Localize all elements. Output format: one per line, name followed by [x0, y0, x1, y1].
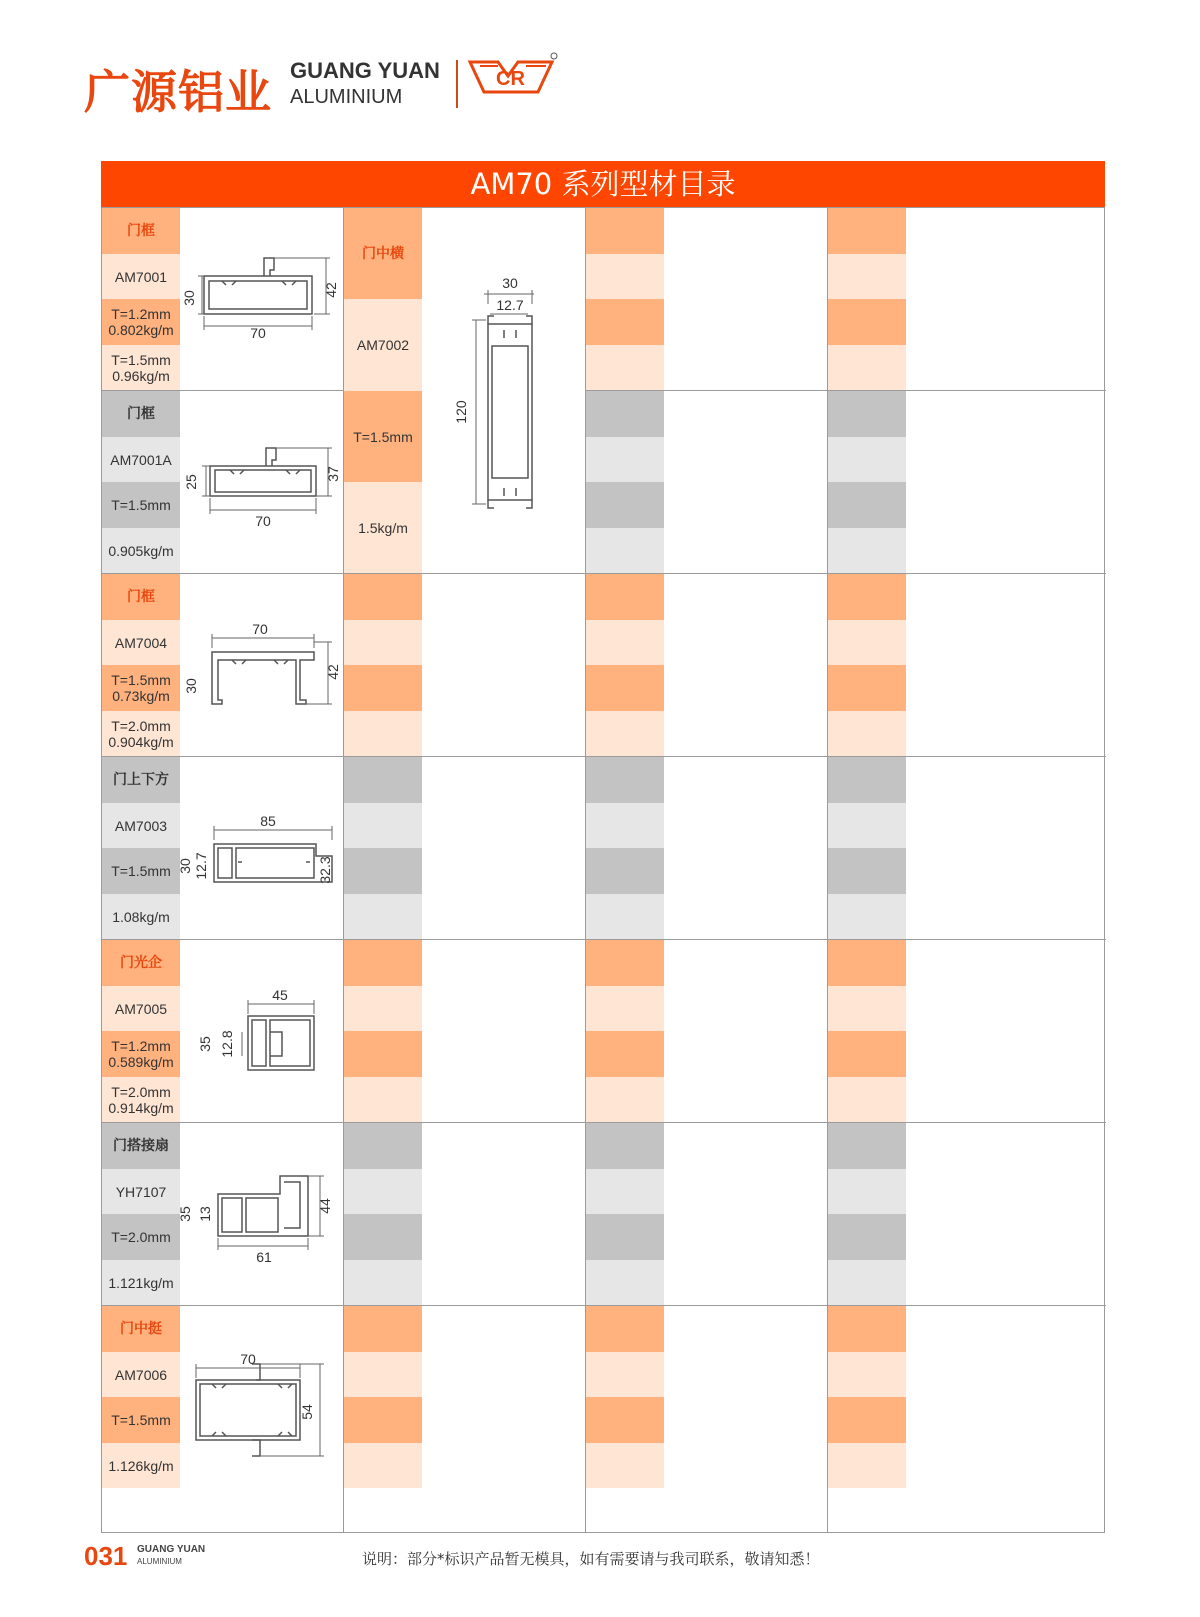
empty-cell — [344, 940, 422, 986]
empty-cell — [828, 345, 906, 390]
dim-left: 25 — [183, 474, 199, 490]
empty-cell — [586, 437, 664, 482]
profile-drawing-am7001a — [182, 432, 342, 532]
product-name: 门中横 — [344, 208, 422, 299]
product-code: AM7001A — [102, 437, 180, 482]
product-name: 门光企 — [102, 940, 180, 986]
empty-cell — [828, 711, 906, 756]
spec-weight: 0.802kg/m — [108, 322, 174, 338]
cr-logo-icon — [468, 52, 558, 102]
empty-cell — [586, 848, 664, 894]
empty-cell — [344, 1214, 422, 1260]
empty-cell — [344, 894, 422, 939]
profile-drawing-am7002 — [424, 268, 584, 508]
empty-cell — [586, 528, 664, 573]
empty-cell — [344, 665, 422, 711]
spec-thickness: T=2.0mm — [111, 1083, 171, 1100]
empty-cell — [828, 1077, 906, 1122]
empty-cell — [586, 665, 664, 711]
brand-name-en-sub: ALUMINIUM — [290, 86, 403, 108]
product-spec-1: T=1.5mm — [102, 848, 180, 894]
empty-cell — [586, 482, 664, 528]
product-code: AM7003 — [102, 803, 180, 848]
empty-cell — [344, 1443, 422, 1488]
empty-cell — [828, 299, 906, 345]
product-name: 门搭接扇 — [102, 1123, 180, 1169]
empty-cell — [828, 391, 906, 437]
empty-cell — [586, 254, 664, 299]
empty-cell — [828, 1352, 906, 1397]
product-spec-1: T=1.5mm — [102, 1397, 180, 1443]
empty-cell — [586, 299, 664, 345]
dim-right: 42 — [325, 664, 341, 680]
empty-cell — [344, 574, 422, 620]
dim-inner: 12.7 — [496, 297, 524, 313]
dim-inner: 12.8 — [219, 1030, 235, 1058]
empty-cell — [344, 1123, 422, 1169]
product-code: AM7006 — [102, 1352, 180, 1397]
profile-drawing-am7001 — [182, 246, 342, 346]
product-spec-2 — [102, 711, 180, 756]
empty-cell — [586, 1169, 664, 1214]
dim-right: 44 — [317, 1198, 333, 1214]
empty-cell — [586, 391, 664, 437]
dim-width: 45 — [272, 987, 288, 1003]
row-divider — [102, 1122, 1106, 1123]
dim-inner: 13 — [197, 1206, 213, 1222]
empty-cell — [344, 1260, 422, 1305]
spec-thickness: T=1.5mm — [111, 351, 171, 368]
empty-cell — [586, 1123, 664, 1169]
dim-width: 30 — [502, 275, 518, 291]
empty-cell — [828, 894, 906, 939]
empty-cell — [586, 1397, 664, 1443]
footer-note: 说明：部分*标识产品暂无模具，如有需要请与我司联系，敬请知悉！ — [362, 1550, 820, 1568]
row-divider — [585, 390, 1106, 391]
empty-cell — [828, 1169, 906, 1214]
dim-width: 70 — [250, 325, 266, 341]
dim-left: 30 — [181, 290, 197, 306]
empty-cell — [828, 574, 906, 620]
empty-cell — [344, 1031, 422, 1077]
empty-cell — [828, 1397, 906, 1443]
product-code: AM7002 — [344, 299, 422, 391]
product-spec-2: 0.905kg/m — [102, 528, 180, 573]
row-divider — [102, 756, 1106, 757]
label-column-4 — [828, 208, 906, 1534]
brand-name-en: GUANG YUAN — [290, 58, 440, 83]
empty-cell — [586, 1352, 664, 1397]
dim-width: 85 — [260, 813, 276, 829]
empty-cell — [586, 620, 664, 665]
empty-cell — [344, 711, 422, 756]
product-name: 门框 — [102, 574, 180, 620]
empty-cell — [586, 940, 664, 986]
catalog-grid — [101, 207, 1105, 1533]
spec-thickness: T=1.5mm — [111, 672, 171, 688]
label-column-2 — [344, 208, 422, 1534]
product-spec-2: 1.126kg/m — [102, 1443, 180, 1488]
empty-cell — [828, 1123, 906, 1169]
empty-cell — [344, 1077, 422, 1122]
product-spec-1 — [102, 665, 180, 711]
catalog-title: AM70 系列型材目录 — [101, 161, 1105, 207]
row-divider — [102, 939, 1106, 940]
empty-cell — [586, 1077, 664, 1122]
dim-left: 35 — [177, 1206, 193, 1222]
empty-cell — [586, 986, 664, 1031]
empty-cell — [828, 254, 906, 299]
page-number: 031 — [84, 1541, 128, 1571]
dim-width: 70 — [252, 621, 268, 637]
product-code: AM7001 — [102, 254, 180, 299]
empty-cell — [828, 437, 906, 482]
empty-cell — [828, 986, 906, 1031]
profile-drawing-yh7107 — [177, 1158, 342, 1268]
row-divider — [102, 1305, 1106, 1306]
spec-weight: 0.589kg/m — [108, 1054, 174, 1070]
dim-right: 37 — [325, 466, 341, 482]
product-spec-2 — [102, 1077, 180, 1122]
profile-drawing-am7005 — [182, 980, 342, 1080]
dim-left: 35 — [197, 1036, 213, 1052]
empty-cell — [586, 574, 664, 620]
spec-thickness: T=1.2mm — [111, 1038, 171, 1054]
label-column-3 — [586, 208, 664, 1534]
catalog-sheet — [101, 161, 1105, 1533]
footer-brand-en-sub: ALUMINIUM — [137, 1557, 182, 1566]
dim-right: 54 — [299, 1404, 315, 1420]
product-code: AM7004 — [102, 620, 180, 665]
product-spec-2 — [102, 345, 180, 390]
empty-cell — [586, 757, 664, 803]
empty-cell — [344, 1169, 422, 1214]
row-divider — [102, 573, 1106, 574]
product-code: AM7005 — [102, 986, 180, 1031]
empty-cell — [828, 482, 906, 528]
empty-cell — [828, 1260, 906, 1305]
product-spec-2: 1.5kg/m — [344, 482, 422, 573]
empty-cell — [344, 848, 422, 894]
empty-cell — [344, 1352, 422, 1397]
spec-weight: 0.914kg/m — [108, 1099, 174, 1116]
empty-cell — [586, 345, 664, 390]
dim-width: 61 — [256, 1249, 272, 1265]
dim-right: 42 — [323, 282, 339, 298]
empty-cell — [586, 208, 664, 254]
empty-cell — [586, 1443, 664, 1488]
profile-drawing-am7003 — [177, 796, 342, 896]
dim-width: 70 — [240, 1351, 256, 1367]
product-spec-2: 1.08kg/m — [102, 894, 180, 939]
empty-cell — [586, 711, 664, 756]
empty-cell — [828, 1031, 906, 1077]
empty-cell — [586, 803, 664, 848]
empty-cell — [344, 986, 422, 1031]
empty-cell — [828, 757, 906, 803]
row-divider — [102, 390, 343, 391]
spec-thickness: T=1.2mm — [111, 306, 171, 322]
product-spec-1: T=2.0mm — [102, 1214, 180, 1260]
product-name: 门框 — [102, 208, 180, 254]
dim-width: 70 — [255, 513, 271, 529]
product-spec-1: T=1.5mm — [102, 482, 180, 528]
spec-thickness: T=2.0mm — [111, 717, 171, 734]
profile-drawing-am7004 — [182, 612, 342, 712]
empty-cell — [828, 528, 906, 573]
empty-cell — [828, 1443, 906, 1488]
svg-text:CR: CR — [496, 68, 525, 90]
empty-cell — [344, 803, 422, 848]
product-name: 门中挺 — [102, 1306, 180, 1352]
empty-cell — [828, 803, 906, 848]
spec-weight: 0.96kg/m — [112, 367, 170, 384]
profile-drawing-am7006 — [182, 1332, 342, 1462]
empty-cell — [344, 757, 422, 803]
empty-cell — [828, 208, 906, 254]
dim-left: 30 — [177, 858, 193, 874]
product-spec-1: T=1.5mm — [344, 391, 422, 482]
empty-cell — [344, 1306, 422, 1352]
empty-cell — [586, 1260, 664, 1305]
empty-cell — [344, 1397, 422, 1443]
empty-cell — [586, 1214, 664, 1260]
dim-right: 32.3 — [317, 856, 333, 884]
product-name: 门上下方 — [102, 757, 180, 803]
brand-divider — [456, 60, 458, 108]
product-spec-2: 1.121kg/m — [102, 1260, 180, 1305]
product-spec-1 — [102, 299, 180, 345]
spec-weight: 0.904kg/m — [108, 733, 174, 750]
empty-cell — [828, 665, 906, 711]
empty-cell — [344, 620, 422, 665]
product-name: 门框 — [102, 391, 180, 437]
label-column-1 — [102, 208, 180, 1534]
dim-left: 30 — [183, 678, 199, 694]
footer-brand-en: GUANG YUAN — [137, 1544, 206, 1555]
product-spec-1 — [102, 1031, 180, 1077]
product-code: YH7107 — [102, 1169, 180, 1214]
empty-cell — [828, 1306, 906, 1352]
spec-weight: 0.73kg/m — [112, 688, 170, 704]
brand-name-cn: 广源铝业 — [84, 65, 272, 119]
dim-height: 120 — [453, 400, 469, 424]
empty-cell — [828, 940, 906, 986]
empty-cell — [586, 1306, 664, 1352]
empty-cell — [828, 848, 906, 894]
empty-cell — [586, 1031, 664, 1077]
empty-cell — [828, 1214, 906, 1260]
empty-cell — [586, 894, 664, 939]
empty-cell — [828, 620, 906, 665]
dim-inner: 12.7 — [193, 852, 209, 880]
